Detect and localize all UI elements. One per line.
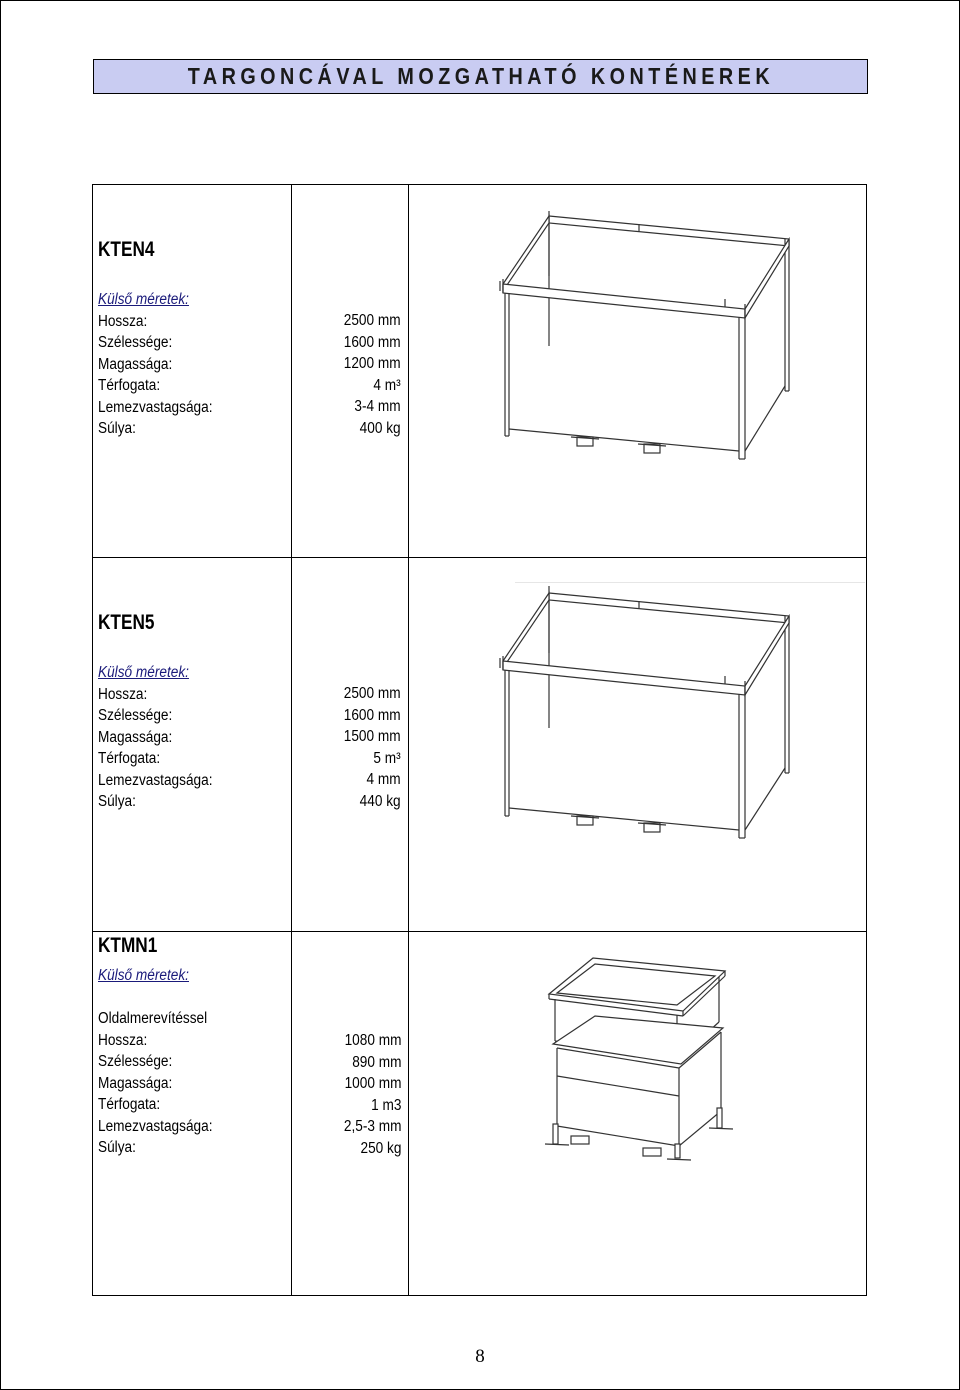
label-volume: Térfogata: xyxy=(98,1096,161,1113)
product-row-kten4 xyxy=(93,185,866,558)
spec-values xyxy=(336,310,401,439)
label-length: Hossza: xyxy=(98,312,148,330)
value-weight: 400 kg xyxy=(360,419,401,437)
image-column xyxy=(409,558,866,931)
label-width: Szélessége: xyxy=(98,707,173,724)
label-sheet-thickness: Lemezvastagsága: xyxy=(98,398,213,416)
value-volume: 1 m3 xyxy=(370,1096,401,1114)
page-title: TARGONCÁVAL MOZGATHATÓ KONTÉNEREK xyxy=(187,63,774,89)
container-drawing-kten4 xyxy=(489,201,809,461)
value-weight: 250 kg xyxy=(360,1139,401,1157)
value-sheet-thickness: 2,5-3 mm xyxy=(343,1118,401,1135)
value-width: 1600 mm xyxy=(344,706,401,724)
value-length: 2500 mm xyxy=(344,685,401,702)
value-height: 1000 mm xyxy=(344,1075,401,1092)
page-number: 8 xyxy=(475,1346,485,1367)
spec-labels xyxy=(98,289,228,440)
section-heading: Külső méretek: xyxy=(98,291,189,308)
label-height: Magassága: xyxy=(98,1074,173,1092)
label-column xyxy=(93,558,292,931)
container-drawing-ktmn1 xyxy=(543,956,743,1162)
label-weight: Súlya: xyxy=(98,1139,136,1156)
model-name: KTMN1 xyxy=(98,934,158,957)
product-row-kten5 xyxy=(93,558,866,932)
value-column xyxy=(292,185,409,557)
product-table xyxy=(92,184,867,1296)
title-banner xyxy=(93,59,868,94)
label-width: Szélessége: xyxy=(98,1053,173,1070)
model-name: KTEN5 xyxy=(98,611,155,634)
value-length: 1080 mm xyxy=(344,1032,401,1049)
label-height: Magassága: xyxy=(98,728,173,746)
container-drawing-kten5 xyxy=(489,578,809,840)
value-sheet-thickness: 3-4 mm xyxy=(354,398,401,415)
label-weight: Súlya: xyxy=(98,420,136,437)
value-height: 1500 mm xyxy=(344,728,401,745)
value-width: 890 mm xyxy=(351,1053,401,1071)
value-height: 1200 mm xyxy=(344,355,401,372)
model-name: KTEN4 xyxy=(98,238,155,261)
label-volume: Térfogata: xyxy=(98,750,161,767)
value-width: 1600 mm xyxy=(344,333,401,351)
value-weight: 440 kg xyxy=(360,792,401,810)
section-heading: Külső méretek: xyxy=(98,967,189,984)
spec-values xyxy=(336,1030,401,1159)
spec-labels xyxy=(98,965,228,1159)
label-width: Szélessége: xyxy=(98,334,173,351)
label-length: Hossza: xyxy=(98,685,148,703)
value-column xyxy=(292,558,409,931)
value-length: 2500 mm xyxy=(344,312,401,329)
spec-labels xyxy=(98,662,228,813)
label-height: Magassága: xyxy=(98,355,173,373)
value-column xyxy=(292,932,409,1295)
product-row-ktmn1 xyxy=(93,932,866,1295)
label-column xyxy=(93,185,292,557)
value-volume: 4 m³ xyxy=(373,376,401,394)
label-sheet-thickness: Lemezvastagsága: xyxy=(98,771,213,789)
value-volume: 5 m³ xyxy=(373,749,401,767)
value-sheet-thickness: 4 mm xyxy=(366,771,401,788)
spec-values xyxy=(336,683,401,812)
label-sheet-thickness: Lemezvastagsága: xyxy=(98,1117,213,1135)
image-column xyxy=(409,185,866,557)
construction-note: Oldalmerevítéssel xyxy=(98,1010,208,1027)
label-column xyxy=(93,932,292,1295)
label-length: Hossza: xyxy=(98,1031,148,1049)
label-volume: Térfogata: xyxy=(98,377,161,394)
section-heading: Külső méretek: xyxy=(98,664,189,681)
image-column xyxy=(409,932,866,1295)
label-weight: Súlya: xyxy=(98,793,136,810)
